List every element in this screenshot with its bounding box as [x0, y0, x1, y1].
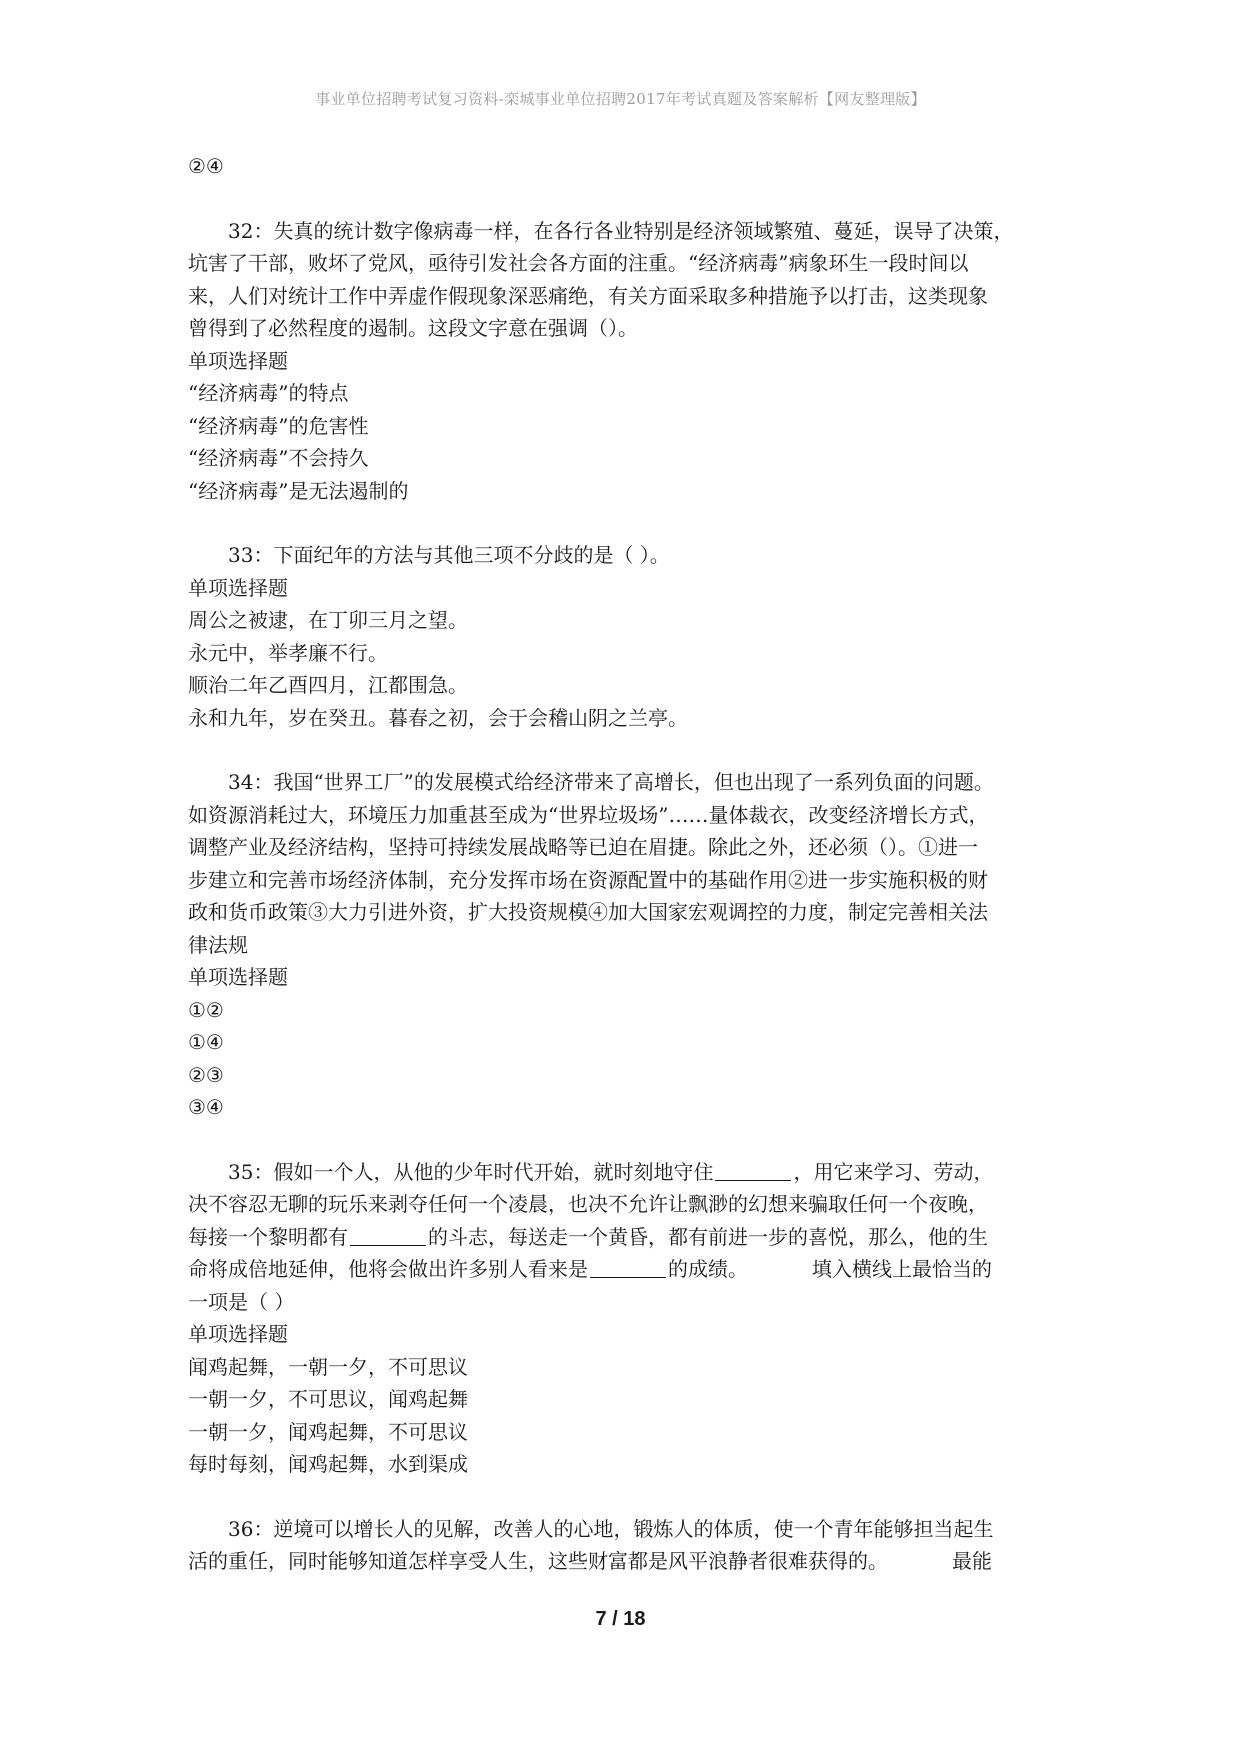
- option: 周公之被逮，在丁卯三月之望。: [188, 608, 468, 632]
- question-type: 单项选择题: [188, 965, 288, 989]
- question-stem-line: 政和货币政策③大力引进外资，扩大投资规模④加大国家宏观调控的力度，制定完善相关法: [188, 900, 988, 924]
- question-stem-line: 36：逆境可以增长人的见解，改善人的心地，锻炼人的体质，使一个青年能够担当起生: [228, 1516, 994, 1541]
- fill-blank: [715, 1160, 791, 1181]
- question-type: 单项选择题: [188, 348, 288, 373]
- question-stem-line: 来，人们对统计工作中弄虚作假现象深恶痛绝，有关方面采取多种措施予以打击，这类现象: [188, 283, 988, 308]
- question-32: [188, 215, 1060, 508]
- stem-text: 命将成倍地延伸，他将会做出许多别人看来是: [188, 1257, 588, 1281]
- page-header: 事业单位招聘考试复习资料-栾城事业单位招聘2017年考试真题及答案解析【网友整理版】: [315, 90, 926, 108]
- question-36: [188, 1513, 1060, 1578]
- question-stem-line: 调整产业及经济结构，坚持可持续发展战略等已迫在眉捷。除此之外，还必须（）。①进一: [188, 835, 978, 859]
- option: ①④: [188, 1030, 224, 1054]
- option: ③④: [188, 1095, 224, 1119]
- stem-text: ，用它来学习、劳动，: [793, 1159, 994, 1184]
- option: 一朝一夕，闻鸡起舞，不可思议: [188, 1419, 468, 1444]
- option: “经济病毒”是无法遏制的: [188, 478, 409, 503]
- option: 每时每刻，闻鸡起舞，水到渠成: [188, 1452, 468, 1476]
- question-stem-line: [188, 1221, 1060, 1254]
- question-stem-line: 32：失真的统计数字像病毒一样，在各行各业特别是经济领域繁殖、蔓延，误导了决策，: [228, 218, 1014, 243]
- stem-text: 35：假如一个人，从他的少年时代开始，就时刻地守住: [228, 1159, 714, 1184]
- question-stem-line: 曾得到了必然程度的遏制。这段文字意在强调（）。: [188, 316, 638, 340]
- spacer: [188, 183, 1060, 215]
- option: “经济病毒”的特点: [188, 381, 349, 405]
- previous-answer: ②④: [188, 154, 224, 178]
- option: “经济病毒”的危害性: [188, 413, 369, 438]
- question-type: 单项选择题: [188, 575, 288, 600]
- question-stem-line: [188, 1545, 1060, 1578]
- question-stem-line: 坑害了干部，败坏了党风，亟待引发社会各方面的注重。“经济病毒”病象环生一段时间以: [188, 251, 969, 275]
- option: 顺治二年乙酉四月，江都围急。: [188, 673, 468, 697]
- question-stem-line: 34：我国“世界工厂”的发展模式给经济带来了高增长，但也出现了一系列负面的问题。: [228, 770, 994, 794]
- question-stem-line: [188, 1156, 1060, 1189]
- question-stem-line: 如资源消耗过大，环境压力加重甚至成为“世界垃圾场”……量体裁衣，改变经济增长方式，: [188, 802, 989, 827]
- document-body: [188, 150, 1060, 1578]
- question-type: 单项选择题: [188, 1322, 288, 1346]
- spacer: [188, 1481, 1060, 1513]
- option: “经济病毒”不会持久: [188, 446, 369, 470]
- question-stem-line: [188, 1253, 1060, 1286]
- stem-text: 活的重任，同时能够知道怎样享受人生，这些财富都是风平浪静者很难获得的。: [188, 1549, 888, 1573]
- question-34: [188, 766, 1060, 1124]
- stem-text: 填入横线上最恰当的: [812, 1257, 992, 1281]
- option: 永元中，举孝廉不行。: [188, 640, 388, 665]
- fill-blank: [590, 1257, 666, 1278]
- question-35: [188, 1156, 1060, 1481]
- option: 永和九年，岁在癸丑。暮春之初，会于会稽山阴之兰亭。: [188, 705, 688, 730]
- option: ①②: [188, 997, 224, 1022]
- stem-text: 最能: [952, 1549, 992, 1573]
- question-stem-line: 步建立和完善市场经济体制，充分发挥市场在资源配置中的基础作用②进一步实施积极的财: [188, 867, 988, 892]
- question-stem-line: 决不容忍无聊的玩乐来剥夺任何一个凌晨，也决不允许让飘渺的幻想来骗取任何一个夜晚，: [188, 1192, 988, 1216]
- option: 一朝一夕，不可思议，闻鸡起舞: [188, 1387, 468, 1411]
- spacer: [188, 1124, 1060, 1156]
- stem-text: 每接一个黎明都有: [188, 1224, 348, 1249]
- spacer: [188, 734, 1060, 766]
- stem-text: 的成绩。: [668, 1257, 748, 1281]
- page-number: 7 / 18: [595, 1608, 646, 1630]
- question-stem-line: 律法规: [188, 932, 248, 957]
- fill-blank: [350, 1225, 426, 1246]
- option: 闻鸡起舞，一朝一夕，不可思议: [188, 1354, 468, 1379]
- spacer: [188, 507, 1060, 539]
- question-stem-line: 一项是（ ）: [188, 1289, 295, 1314]
- option: ②③: [188, 1062, 224, 1087]
- stem-text: 的斗志，每送走一个黄昏，都有前进一步的喜悦，那么，他的生: [428, 1224, 988, 1249]
- question-33: [188, 539, 1060, 734]
- question-stem-line: 33：下面纪年的方法与其他三项不分歧的是（ ）。: [228, 543, 670, 567]
